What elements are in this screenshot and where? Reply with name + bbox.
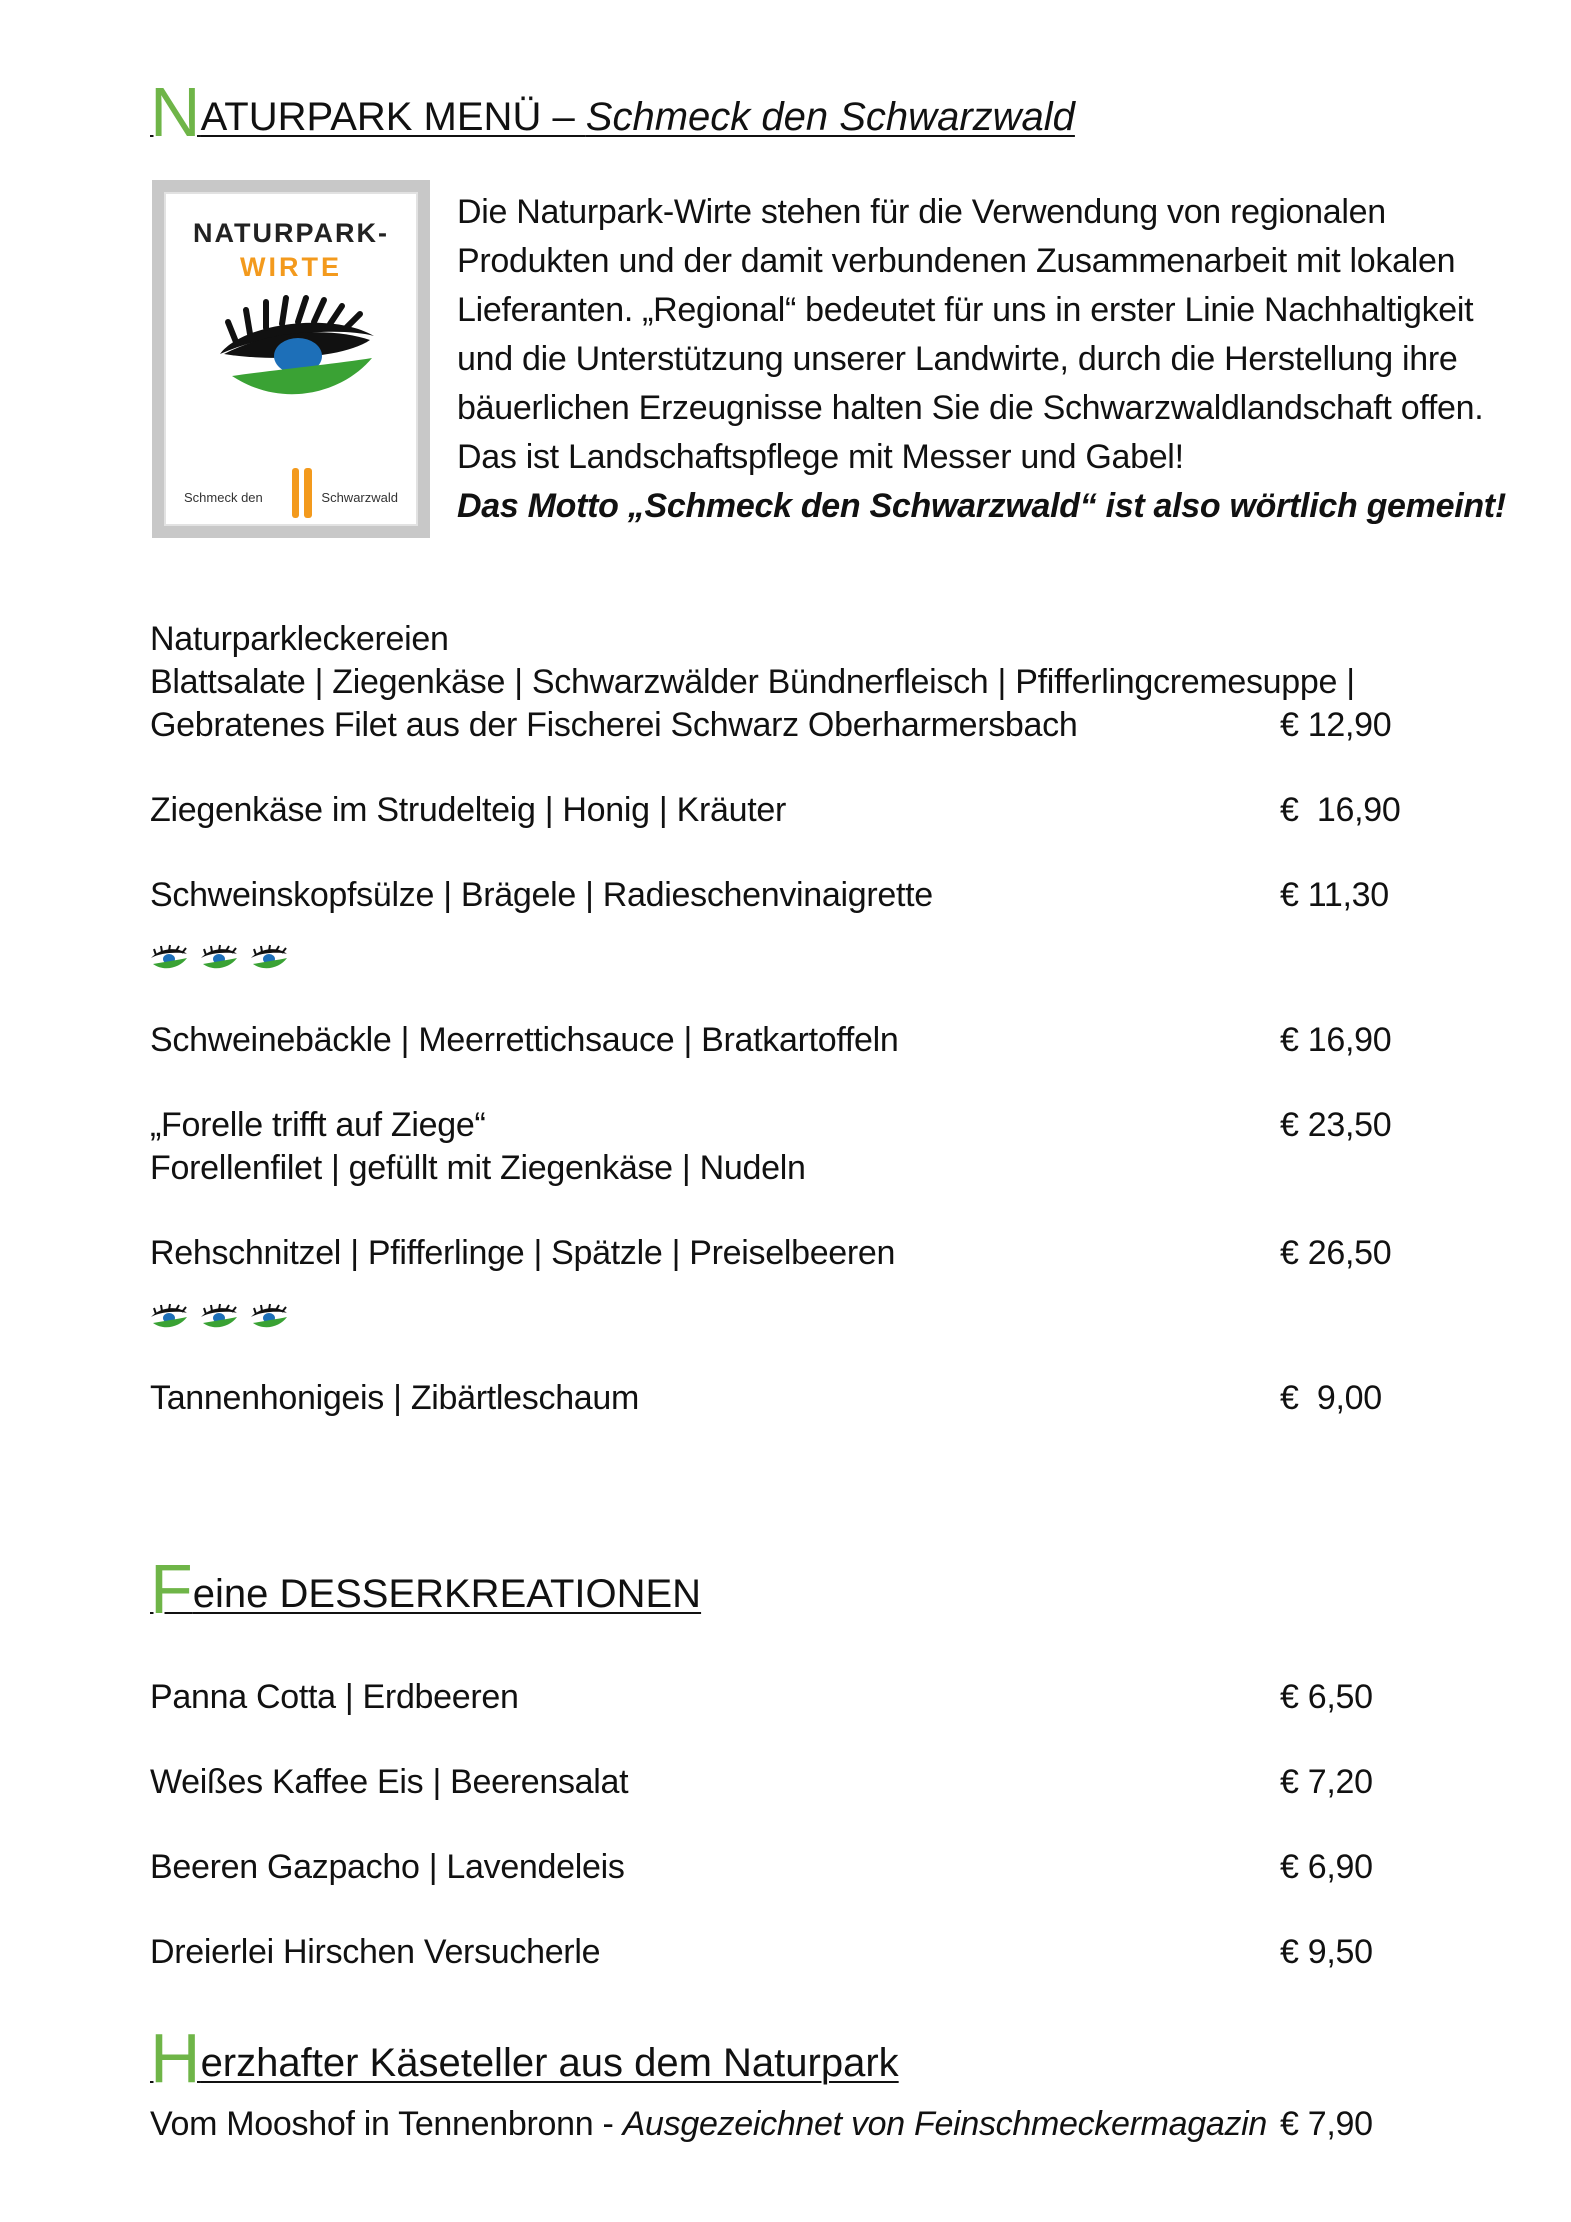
cheese-price: € 7,90 — [1280, 2105, 1373, 2143]
naturpark-eye-icon — [250, 944, 288, 974]
logo-title-line1: NATURPARK- — [193, 218, 389, 248]
title-initial: H — [150, 2019, 201, 2097]
naturpark-eye-icon — [250, 1303, 288, 1333]
naturpark-wirte-logo — [152, 180, 430, 538]
starter-price: € 12,90 — [1280, 706, 1392, 744]
section-title-cheese: Herzhafter Käseteller aus dem Naturpark — [150, 2019, 899, 2097]
eye-divider — [150, 1303, 300, 1337]
intro-text — [457, 188, 1506, 531]
intro-line: und die Unterstützung unserer Landwirte, durch die Herstellung ihre — [457, 340, 1458, 378]
title-initial: N — [150, 73, 201, 151]
starter-line2: Gebratenes Filet aus der Fischerei Schwarz Oberharmersbach — [150, 706, 1078, 744]
menu-item-name: „Forelle trifft auf Ziege“ — [150, 1106, 486, 1144]
cheese-description — [150, 2103, 1267, 2145]
starter-line1: Blattsalate | Ziegenkäse | Schwarzwälder Bündnerfleisch | Pfifferlingcremesuppe | — [150, 663, 1355, 701]
intro-line: Lieferanten. „Regional“ bedeutet für uns in erster Linie Nachhaltigkeit — [457, 291, 1474, 329]
menu-item-price: € 11,30 — [1280, 876, 1389, 914]
menu-item-price: € 23,50 — [1280, 1106, 1392, 1144]
title-subtitle: Schmeck den Schwarzwald — [585, 95, 1075, 139]
starter-title: Naturparkleckereien — [150, 620, 449, 658]
dessert-item-price: € 9,50 — [1280, 1933, 1373, 1971]
logo-title-line2: WIRTE — [240, 252, 342, 282]
menu-item-price: € 16,90 — [1280, 1021, 1392, 1059]
dessert-item-price: € 6,50 — [1280, 1678, 1373, 1716]
menu-item-name: Tannenhonigeis | Zibärtleschaum — [150, 1379, 640, 1417]
logo-tag-left: Schmeck den — [184, 490, 263, 505]
section-title-naturpark-menu: NATURPARK MENÜ – Schmeck den Schwarzwald — [150, 73, 1075, 151]
cheese-source: Vom Mooshof in Tennenbronn - — [150, 2105, 623, 2143]
fork-knife-icon — [288, 466, 316, 520]
intro-line: Das ist Landschaftspflege mit Messer und Gabel! — [457, 438, 1184, 476]
menu-item-price: € 9,00 — [1280, 1379, 1382, 1417]
dessert-item-price: € 7,20 — [1280, 1763, 1373, 1801]
dessert-item-name: Panna Cotta | Erdbeeren — [150, 1678, 519, 1716]
menu-item-name: Schweinskopfsülze | Brägele | Radieschenvinaigrette — [150, 876, 933, 914]
menu-item-name: Rehschnitzel | Pfifferlinge | Spätzle | Preiselbeeren — [150, 1234, 896, 1272]
section-title-desserts: Feine DESSERKREATIONEN — [150, 1550, 702, 1628]
menu-item-price: € 26,50 — [1280, 1234, 1392, 1272]
naturpark-eye-icon — [200, 1303, 238, 1333]
eye-divider — [150, 944, 300, 978]
intro-line: Die Naturpark-Wirte stehen für die Verwendung von regionalen — [457, 193, 1386, 231]
menu-item-name-line2: Forellenfilet | gefüllt mit Ziegenkäse | Nudeln — [150, 1149, 806, 1187]
intro-line: Produkten und der damit verbundenen Zusammenarbeit mit lokalen — [457, 242, 1456, 280]
dessert-item-price: € 6,90 — [1280, 1848, 1373, 1886]
naturpark-eye-icon — [200, 944, 238, 974]
naturpark-eye-icon — [150, 944, 188, 974]
intro-motto: Das Motto „Schmeck den Schwarzwald“ ist also wörtlich gemeint! — [457, 487, 1506, 525]
menu-item-name: Schweinebäckle | Meerrettichsauce | Bratkartoffeln — [150, 1021, 899, 1059]
naturpark-eye-icon — [150, 1303, 188, 1333]
menu-item-name: Ziegenkäse im Strudelteig | Honig | Kräuter — [150, 791, 786, 829]
title-initial: F — [150, 1550, 193, 1628]
intro-line: bäuerlichen Erzeugnisse halten Sie die Schwarzwaldlandschaft offen. — [457, 389, 1484, 427]
naturpark-eye-icon — [214, 292, 378, 412]
dessert-item-name: Weißes Kaffee Eis | Beerensalat — [150, 1763, 629, 1801]
cheese-award: Ausgezeichnet von Feinschmeckermagazin — [622, 2105, 1268, 2143]
dessert-item-name: Dreierlei Hirschen Versucherle — [150, 1933, 601, 1971]
logo-tag-right: Schwarzwald — [321, 490, 398, 505]
dessert-item-name: Beeren Gazpacho | Lavendeleis — [150, 1848, 625, 1886]
menu-item-price: € 16,90 — [1280, 791, 1401, 829]
